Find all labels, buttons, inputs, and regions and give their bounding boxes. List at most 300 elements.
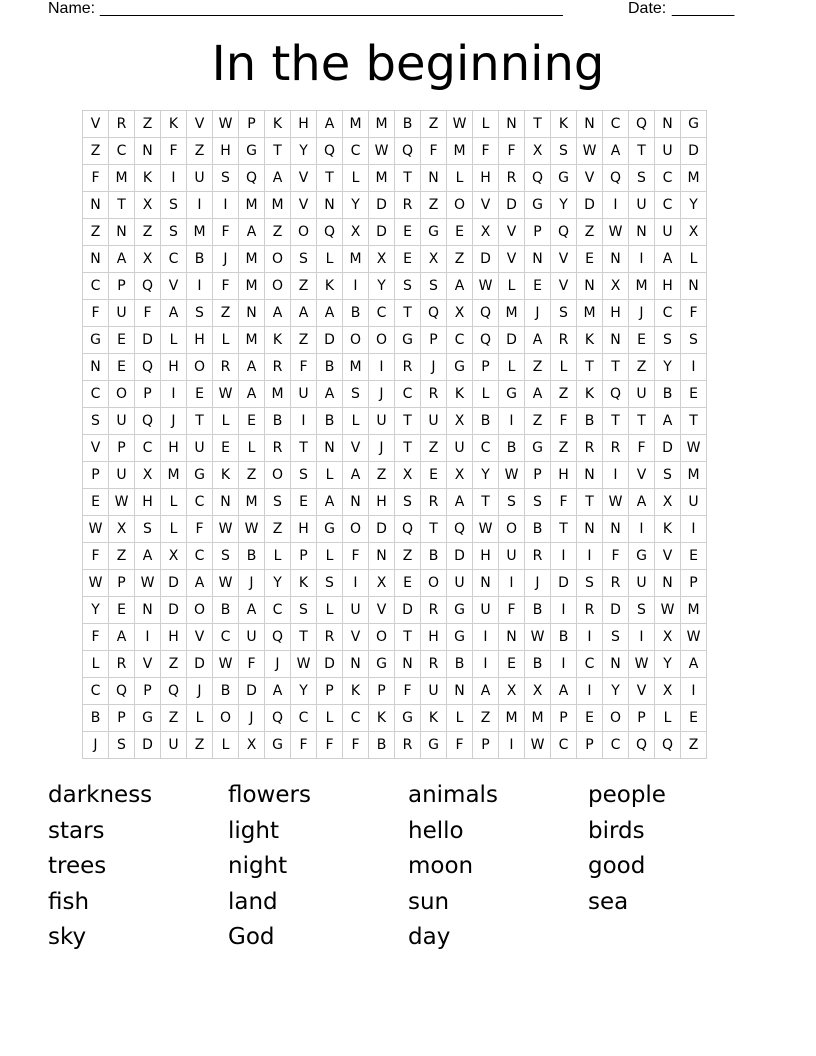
grid-cell[interactable]: Z — [525, 354, 551, 381]
grid-cell[interactable]: W — [681, 624, 707, 651]
grid-cell[interactable]: A — [239, 597, 265, 624]
grid-cell[interactable]: A — [239, 381, 265, 408]
grid-cell[interactable]: N — [213, 489, 239, 516]
grid-cell[interactable]: P — [629, 705, 655, 732]
grid-cell[interactable]: K — [577, 381, 603, 408]
grid-cell[interactable]: Z — [551, 435, 577, 462]
grid-cell[interactable]: E — [447, 219, 473, 246]
grid-cell[interactable]: B — [395, 111, 421, 138]
grid-cell[interactable]: K — [161, 111, 187, 138]
grid-cell[interactable]: N — [395, 651, 421, 678]
grid-cell[interactable]: L — [473, 111, 499, 138]
grid-cell[interactable]: H — [473, 165, 499, 192]
grid-cell[interactable]: A — [629, 489, 655, 516]
grid-cell[interactable]: P — [291, 543, 317, 570]
grid-cell[interactable]: L — [343, 165, 369, 192]
grid-cell[interactable]: B — [551, 624, 577, 651]
grid-cell[interactable]: T — [291, 435, 317, 462]
grid-cell[interactable]: F — [83, 624, 109, 651]
grid-cell[interactable]: G — [525, 435, 551, 462]
grid-cell[interactable]: O — [265, 273, 291, 300]
grid-cell[interactable]: M — [239, 273, 265, 300]
grid-cell[interactable]: N — [317, 435, 343, 462]
grid-cell[interactable]: G — [317, 516, 343, 543]
grid-cell[interactable]: F — [213, 219, 239, 246]
grid-cell[interactable]: W — [473, 273, 499, 300]
grid-cell[interactable]: M — [681, 597, 707, 624]
grid-cell[interactable]: P — [109, 705, 135, 732]
grid-cell[interactable]: V — [343, 435, 369, 462]
grid-cell[interactable]: P — [83, 462, 109, 489]
grid-cell[interactable]: W — [369, 138, 395, 165]
grid-cell[interactable]: B — [447, 651, 473, 678]
grid-cell[interactable]: C — [291, 705, 317, 732]
grid-cell[interactable]: L — [317, 705, 343, 732]
grid-cell[interactable]: N — [681, 273, 707, 300]
grid-cell[interactable]: X — [655, 624, 681, 651]
grid-cell[interactable]: F — [447, 732, 473, 759]
grid-cell[interactable]: D — [447, 543, 473, 570]
grid-cell[interactable]: Y — [551, 192, 577, 219]
grid-cell[interactable]: V — [187, 624, 213, 651]
grid-cell[interactable]: O — [187, 597, 213, 624]
grid-cell[interactable]: K — [135, 165, 161, 192]
grid-cell[interactable]: O — [265, 462, 291, 489]
grid-cell[interactable]: J — [369, 381, 395, 408]
grid-cell[interactable]: Q — [135, 273, 161, 300]
grid-cell[interactable]: X — [447, 408, 473, 435]
grid-cell[interactable]: U — [473, 597, 499, 624]
grid-cell[interactable]: N — [369, 543, 395, 570]
grid-cell[interactable]: P — [681, 570, 707, 597]
grid-cell[interactable]: H — [213, 138, 239, 165]
grid-cell[interactable]: X — [655, 678, 681, 705]
grid-cell[interactable]: I — [681, 678, 707, 705]
grid-cell[interactable]: P — [577, 732, 603, 759]
grid-cell[interactable]: A — [239, 354, 265, 381]
grid-cell[interactable]: S — [213, 543, 239, 570]
grid-cell[interactable]: Z — [161, 705, 187, 732]
grid-cell[interactable]: Z — [265, 219, 291, 246]
grid-cell[interactable]: N — [603, 516, 629, 543]
grid-cell[interactable]: G — [83, 327, 109, 354]
grid-cell[interactable]: U — [499, 543, 525, 570]
grid-cell[interactable]: T — [395, 165, 421, 192]
grid-cell[interactable]: T — [109, 192, 135, 219]
grid-cell[interactable]: H — [291, 516, 317, 543]
grid-cell[interactable]: L — [265, 543, 291, 570]
grid-cell[interactable]: L — [317, 597, 343, 624]
grid-cell[interactable]: J — [161, 408, 187, 435]
grid-cell[interactable]: O — [447, 192, 473, 219]
grid-cell[interactable]: U — [161, 732, 187, 759]
grid-cell[interactable]: J — [525, 300, 551, 327]
grid-cell[interactable]: K — [343, 678, 369, 705]
grid-cell[interactable]: M — [109, 165, 135, 192]
grid-cell[interactable]: Y — [473, 462, 499, 489]
grid-cell[interactable]: C — [655, 300, 681, 327]
grid-cell[interactable]: T — [317, 165, 343, 192]
grid-cell[interactable]: S — [655, 327, 681, 354]
grid-cell[interactable]: C — [161, 246, 187, 273]
grid-cell[interactable]: J — [239, 705, 265, 732]
grid-cell[interactable]: L — [213, 408, 239, 435]
grid-cell[interactable]: N — [499, 111, 525, 138]
grid-cell[interactable]: W — [213, 381, 239, 408]
grid-cell[interactable]: I — [473, 651, 499, 678]
grid-cell[interactable]: N — [577, 111, 603, 138]
grid-cell[interactable]: S — [83, 408, 109, 435]
grid-cell[interactable]: U — [187, 435, 213, 462]
grid-cell[interactable]: A — [655, 246, 681, 273]
grid-cell[interactable]: H — [421, 624, 447, 651]
grid-cell[interactable]: K — [447, 381, 473, 408]
grid-cell[interactable]: Q — [135, 408, 161, 435]
grid-cell[interactable]: A — [187, 570, 213, 597]
grid-cell[interactable]: A — [681, 651, 707, 678]
grid-cell[interactable]: V — [551, 246, 577, 273]
grid-cell[interactable]: W — [213, 111, 239, 138]
grid-cell[interactable]: D — [551, 570, 577, 597]
grid-cell[interactable]: J — [213, 246, 239, 273]
grid-cell[interactable]: U — [109, 462, 135, 489]
grid-cell[interactable]: T — [629, 138, 655, 165]
grid-cell[interactable]: S — [603, 624, 629, 651]
grid-cell[interactable]: D — [135, 327, 161, 354]
grid-cell[interactable]: C — [655, 192, 681, 219]
grid-cell[interactable]: B — [213, 678, 239, 705]
grid-cell[interactable]: Y — [603, 678, 629, 705]
grid-cell[interactable]: D — [161, 597, 187, 624]
grid-cell[interactable]: J — [525, 570, 551, 597]
grid-cell[interactable]: F — [83, 543, 109, 570]
grid-cell[interactable]: C — [369, 300, 395, 327]
grid-cell[interactable]: U — [681, 489, 707, 516]
grid-cell[interactable]: N — [343, 651, 369, 678]
grid-cell[interactable]: X — [447, 300, 473, 327]
grid-cell[interactable]: Z — [551, 381, 577, 408]
grid-cell[interactable]: C — [83, 678, 109, 705]
grid-cell[interactable]: U — [109, 300, 135, 327]
grid-cell[interactable]: C — [655, 165, 681, 192]
grid-cell[interactable]: B — [317, 354, 343, 381]
grid-cell[interactable]: J — [369, 435, 395, 462]
grid-cell[interactable]: F — [343, 543, 369, 570]
grid-cell[interactable]: W — [291, 651, 317, 678]
grid-cell[interactable]: M — [265, 381, 291, 408]
grid-cell[interactable]: D — [499, 192, 525, 219]
grid-cell[interactable]: T — [603, 354, 629, 381]
grid-cell[interactable]: M — [499, 705, 525, 732]
grid-cell[interactable]: L — [161, 489, 187, 516]
grid-cell[interactable]: U — [109, 408, 135, 435]
grid-cell[interactable]: F — [629, 435, 655, 462]
grid-cell[interactable]: R — [395, 354, 421, 381]
grid-cell[interactable]: A — [317, 489, 343, 516]
grid-cell[interactable]: S — [161, 219, 187, 246]
grid-cell[interactable]: B — [343, 300, 369, 327]
grid-cell[interactable]: V — [551, 273, 577, 300]
grid-cell[interactable]: R — [421, 489, 447, 516]
grid-cell[interactable]: V — [655, 543, 681, 570]
grid-cell[interactable]: E — [213, 435, 239, 462]
grid-cell[interactable]: S — [213, 165, 239, 192]
grid-cell[interactable]: B — [239, 543, 265, 570]
grid-cell[interactable]: C — [473, 435, 499, 462]
grid-cell[interactable]: I — [577, 624, 603, 651]
grid-cell[interactable]: L — [499, 273, 525, 300]
grid-cell[interactable]: N — [473, 570, 499, 597]
grid-cell[interactable]: P — [109, 570, 135, 597]
grid-cell[interactable]: N — [317, 192, 343, 219]
grid-cell[interactable]: Y — [681, 192, 707, 219]
grid-cell[interactable]: T — [395, 408, 421, 435]
grid-cell[interactable]: C — [83, 381, 109, 408]
grid-cell[interactable]: U — [629, 381, 655, 408]
grid-cell[interactable]: U — [655, 219, 681, 246]
grid-cell[interactable]: S — [629, 597, 655, 624]
grid-cell[interactable]: A — [525, 381, 551, 408]
grid-cell[interactable]: R — [551, 327, 577, 354]
grid-cell[interactable]: U — [369, 408, 395, 435]
grid-cell[interactable]: G — [187, 462, 213, 489]
grid-cell[interactable]: I — [135, 624, 161, 651]
grid-cell[interactable]: R — [395, 192, 421, 219]
grid-cell[interactable]: M — [265, 192, 291, 219]
grid-cell[interactable]: D — [317, 327, 343, 354]
grid-cell[interactable]: K — [213, 462, 239, 489]
grid-cell[interactable]: B — [577, 408, 603, 435]
grid-cell[interactable]: T — [395, 435, 421, 462]
grid-cell[interactable]: Q — [317, 219, 343, 246]
grid-cell[interactable]: M — [239, 246, 265, 273]
grid-cell[interactable]: I — [499, 732, 525, 759]
grid-cell[interactable]: K — [265, 111, 291, 138]
grid-cell[interactable]: W — [629, 651, 655, 678]
grid-cell[interactable]: B — [421, 543, 447, 570]
grid-cell[interactable]: Z — [577, 219, 603, 246]
grid-cell[interactable]: Q — [629, 732, 655, 759]
grid-cell[interactable]: S — [343, 381, 369, 408]
grid-cell[interactable]: H — [655, 273, 681, 300]
grid-cell[interactable]: T — [395, 300, 421, 327]
grid-cell[interactable]: G — [499, 381, 525, 408]
grid-cell[interactable]: Z — [83, 219, 109, 246]
grid-cell[interactable]: U — [629, 570, 655, 597]
grid-cell[interactable]: L — [317, 246, 343, 273]
grid-cell[interactable]: U — [655, 138, 681, 165]
grid-cell[interactable]: F — [343, 732, 369, 759]
grid-cell[interactable]: S — [395, 489, 421, 516]
grid-cell[interactable]: X — [603, 273, 629, 300]
grid-cell[interactable]: V — [83, 435, 109, 462]
grid-cell[interactable]: E — [109, 597, 135, 624]
grid-cell[interactable]: G — [265, 732, 291, 759]
grid-cell[interactable]: Q — [525, 165, 551, 192]
grid-cell[interactable]: W — [83, 516, 109, 543]
grid-cell[interactable]: Q — [655, 732, 681, 759]
grid-cell[interactable]: N — [83, 192, 109, 219]
grid-cell[interactable]: F — [83, 300, 109, 327]
grid-cell[interactable]: B — [213, 597, 239, 624]
grid-cell[interactable]: R — [603, 570, 629, 597]
grid-cell[interactable]: R — [109, 111, 135, 138]
grid-cell[interactable]: T — [681, 408, 707, 435]
grid-cell[interactable]: B — [265, 408, 291, 435]
grid-cell[interactable]: E — [681, 705, 707, 732]
grid-cell[interactable]: Z — [291, 273, 317, 300]
grid-cell[interactable]: V — [161, 273, 187, 300]
grid-cell[interactable]: P — [525, 462, 551, 489]
grid-cell[interactable]: T — [577, 489, 603, 516]
grid-cell[interactable]: N — [109, 219, 135, 246]
grid-cell[interactable]: A — [265, 300, 291, 327]
grid-cell[interactable]: N — [421, 165, 447, 192]
grid-cell[interactable]: Z — [135, 111, 161, 138]
grid-cell[interactable]: G — [421, 219, 447, 246]
grid-cell[interactable]: V — [135, 651, 161, 678]
grid-cell[interactable]: A — [135, 543, 161, 570]
grid-cell[interactable]: W — [655, 597, 681, 624]
grid-cell[interactable]: X — [395, 462, 421, 489]
grid-cell[interactable]: D — [369, 192, 395, 219]
grid-cell[interactable]: S — [317, 570, 343, 597]
grid-cell[interactable]: D — [603, 597, 629, 624]
grid-cell[interactable]: P — [369, 678, 395, 705]
grid-cell[interactable]: I — [577, 543, 603, 570]
grid-cell[interactable]: I — [603, 462, 629, 489]
grid-cell[interactable]: O — [291, 219, 317, 246]
grid-cell[interactable]: N — [135, 597, 161, 624]
grid-cell[interactable]: Z — [421, 435, 447, 462]
grid-cell[interactable]: W — [499, 462, 525, 489]
grid-cell[interactable]: H — [369, 489, 395, 516]
grid-cell[interactable]: Y — [83, 597, 109, 624]
grid-cell[interactable]: L — [187, 705, 213, 732]
grid-cell[interactable]: D — [239, 678, 265, 705]
grid-cell[interactable]: Z — [291, 327, 317, 354]
grid-cell[interactable]: P — [239, 111, 265, 138]
grid-cell[interactable]: I — [161, 381, 187, 408]
grid-cell[interactable]: N — [577, 462, 603, 489]
grid-cell[interactable]: Q — [239, 165, 265, 192]
grid-cell[interactable]: J — [629, 300, 655, 327]
grid-cell[interactable]: Q — [473, 327, 499, 354]
grid-cell[interactable]: I — [629, 246, 655, 273]
grid-cell[interactable]: I — [577, 678, 603, 705]
grid-cell[interactable]: E — [109, 327, 135, 354]
grid-cell[interactable]: S — [629, 165, 655, 192]
grid-cell[interactable]: D — [135, 732, 161, 759]
grid-cell[interactable]: W — [603, 219, 629, 246]
grid-cell[interactable]: F — [551, 408, 577, 435]
grid-cell[interactable]: E — [499, 651, 525, 678]
grid-cell[interactable]: D — [577, 192, 603, 219]
grid-cell[interactable]: F — [499, 138, 525, 165]
grid-cell[interactable]: V — [343, 624, 369, 651]
grid-cell[interactable]: S — [525, 489, 551, 516]
grid-cell[interactable]: R — [421, 651, 447, 678]
grid-cell[interactable]: Q — [317, 138, 343, 165]
grid-cell[interactable]: R — [525, 543, 551, 570]
grid-cell[interactable]: C — [135, 435, 161, 462]
grid-cell[interactable]: S — [681, 327, 707, 354]
grid-cell[interactable]: B — [317, 408, 343, 435]
grid-cell[interactable]: C — [603, 111, 629, 138]
grid-cell[interactable]: L — [473, 381, 499, 408]
grid-cell[interactable]: U — [421, 408, 447, 435]
grid-cell[interactable]: H — [187, 327, 213, 354]
grid-cell[interactable]: W — [135, 570, 161, 597]
grid-cell[interactable]: W — [525, 732, 551, 759]
grid-cell[interactable]: C — [551, 732, 577, 759]
grid-cell[interactable]: Q — [551, 219, 577, 246]
grid-cell[interactable]: I — [187, 192, 213, 219]
grid-cell[interactable]: G — [239, 138, 265, 165]
grid-cell[interactable]: U — [421, 678, 447, 705]
grid-cell[interactable]: A — [473, 678, 499, 705]
grid-cell[interactable]: Y — [291, 138, 317, 165]
grid-cell[interactable]: W — [213, 651, 239, 678]
grid-cell[interactable]: L — [317, 543, 343, 570]
grid-cell[interactable]: A — [655, 408, 681, 435]
grid-cell[interactable]: N — [83, 354, 109, 381]
grid-cell[interactable]: M — [187, 219, 213, 246]
grid-cell[interactable]: N — [239, 300, 265, 327]
grid-cell[interactable]: S — [291, 246, 317, 273]
grid-cell[interactable]: I — [343, 273, 369, 300]
grid-cell[interactable]: D — [681, 138, 707, 165]
grid-cell[interactable]: E — [525, 273, 551, 300]
grid-cell[interactable]: D — [369, 516, 395, 543]
grid-cell[interactable]: P — [109, 273, 135, 300]
grid-cell[interactable]: Z — [161, 651, 187, 678]
grid-cell[interactable]: U — [343, 597, 369, 624]
grid-cell[interactable]: N — [83, 246, 109, 273]
grid-cell[interactable]: Y — [343, 192, 369, 219]
grid-cell[interactable]: P — [317, 678, 343, 705]
grid-cell[interactable]: O — [369, 327, 395, 354]
grid-cell[interactable]: H — [161, 624, 187, 651]
grid-cell[interactable]: T — [603, 408, 629, 435]
grid-cell[interactable]: N — [655, 111, 681, 138]
grid-cell[interactable]: A — [291, 300, 317, 327]
grid-cell[interactable]: Q — [161, 678, 187, 705]
grid-cell[interactable]: X — [135, 462, 161, 489]
grid-cell[interactable]: D — [473, 246, 499, 273]
grid-cell[interactable]: W — [447, 111, 473, 138]
grid-cell[interactable]: S — [109, 732, 135, 759]
grid-cell[interactable]: X — [135, 246, 161, 273]
grid-cell[interactable]: G — [395, 705, 421, 732]
grid-cell[interactable]: F — [291, 354, 317, 381]
grid-cell[interactable]: O — [421, 570, 447, 597]
grid-cell[interactable]: B — [499, 435, 525, 462]
grid-cell[interactable]: A — [317, 381, 343, 408]
grid-cell[interactable]: M — [681, 165, 707, 192]
grid-cell[interactable]: K — [369, 705, 395, 732]
grid-cell[interactable]: I — [681, 354, 707, 381]
grid-cell[interactable]: N — [603, 327, 629, 354]
grid-cell[interactable]: T — [395, 624, 421, 651]
grid-cell[interactable]: M — [369, 111, 395, 138]
grid-cell[interactable]: C — [447, 327, 473, 354]
grid-cell[interactable]: X — [525, 678, 551, 705]
grid-cell[interactable]: I — [187, 273, 213, 300]
grid-cell[interactable]: C — [603, 732, 629, 759]
grid-cell[interactable]: T — [291, 624, 317, 651]
grid-cell[interactable]: Q — [473, 300, 499, 327]
